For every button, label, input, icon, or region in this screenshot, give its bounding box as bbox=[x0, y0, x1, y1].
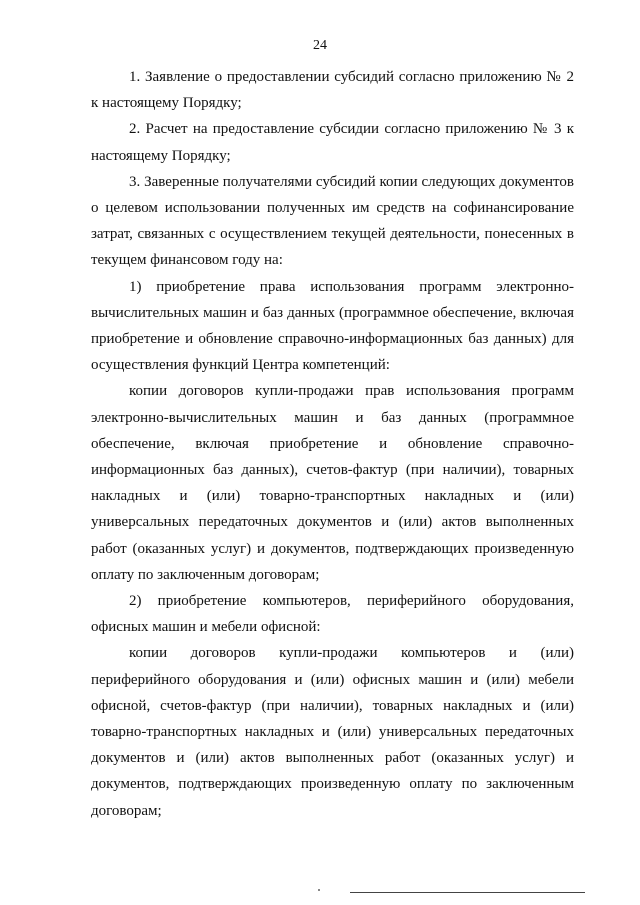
scan-artifact-dot bbox=[318, 889, 320, 891]
document-body bbox=[91, 64, 574, 824]
paragraph-item-1-application: 1. Заявление о предоставлении субсидий согласно приложению № 2 к настоящему Порядку; bbox=[91, 69, 574, 112]
paragraph-subitem-2-equipment: 2) приобретение компьютеров, периферийного оборудования, офисных машин и мебели офисной: bbox=[91, 593, 574, 636]
footer-rule bbox=[350, 892, 585, 893]
page-number: 24 bbox=[313, 38, 327, 53]
paragraph-item-3-certified-copies: 3. Заверенные получателями субсидий копии следующих документов о целевом использовании полученных им средств на софинансирование затрат, связанных с осуществлением текущей деятельности, понесенных в текущем финансовом году на: bbox=[91, 173, 574, 269]
paragraph-software-documents: копии договоров купли-продажи прав использования программ электронно-вычислительных машин и баз данных (программное обеспечение, включая приобретение и обновление справочно-информационных баз данных), счетов-фактур (при наличии), товарных накладных и (или) товарно-транспортных накладных и (или) универсальных передаточных документов и (или) актов выполненных работ (оказанных услуг) и документов, подтверждающих произведенную оплату по заключенным договорам; bbox=[91, 383, 574, 583]
paragraph-item-2-calculation: 2. Расчет на предоставление субсидии согласно приложению № 3 к настоящему Порядку; bbox=[91, 121, 574, 164]
paragraph-subitem-1-software: 1) приобретение права использования программ электронно-вычислительных машин и баз данных (программное обеспечение, включая приобретение и обновление справочно-информационных баз данных) для осуществления функций Центра компетенций: bbox=[91, 278, 574, 374]
paragraph-equipment-documents: копии договоров купли-продажи компьютеров и (или) периферийного оборудования и (или) офисных машин и (или) мебели офисной, счетов-фактур (при наличии), товарных накладных и (или) товарно-транспортных накладных и (или) универсальных передаточных документов и (или) актов выполненных работ (оказанных услуг) и документов, подтверждающих произведенную оплату по заключенным договорам; bbox=[91, 645, 574, 819]
